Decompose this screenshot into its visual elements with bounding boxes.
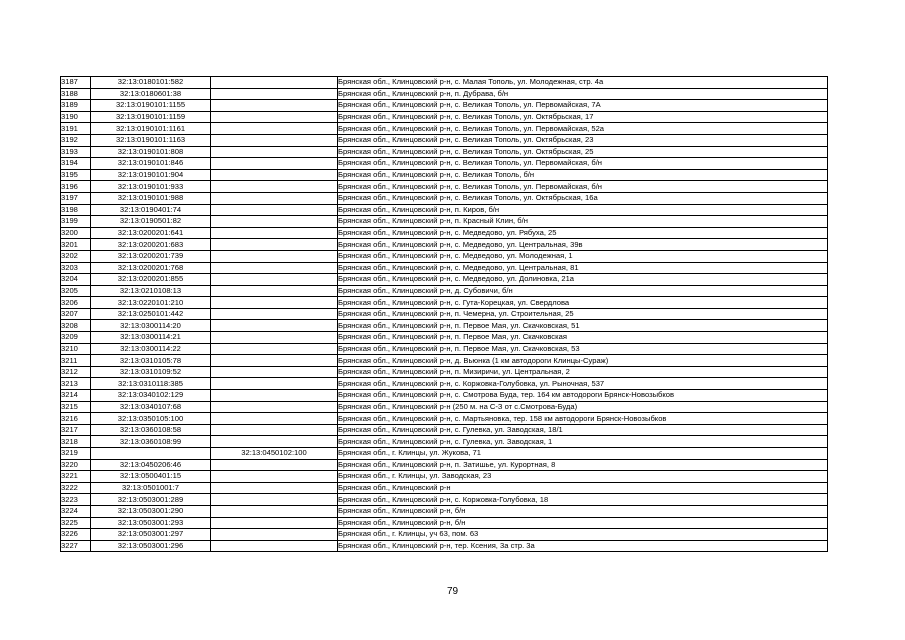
row-number-cell: 3224	[61, 505, 91, 517]
cadastral-number-cell: 32:13:0200201:683	[91, 239, 211, 251]
table-row	[61, 250, 828, 262]
row-number-cell: 3222	[61, 482, 91, 494]
linked-cadastral-number-cell	[211, 494, 338, 506]
linked-cadastral-number-cell	[211, 355, 338, 367]
linked-cadastral-number-cell	[211, 100, 338, 112]
linked-cadastral-number-cell	[211, 308, 338, 320]
table-row	[61, 436, 828, 448]
table-row	[61, 320, 828, 332]
row-number-cell: 3197	[61, 192, 91, 204]
address-cell: Брянская обл., Клинцовский р-н, с. Гута-Корецкая, ул. Свердлова	[338, 297, 828, 309]
table-row	[61, 355, 828, 367]
table-row	[61, 366, 828, 378]
row-number-cell: 3211	[61, 355, 91, 367]
cadastral-number-cell: 32:13:0360108:58	[91, 424, 211, 436]
cadastral-number-cell: 32:13:0350105:100	[91, 413, 211, 425]
address-cell: Брянская обл., Клинцовский р-н, с. Великая Тополь, ул. Октябрьская, 25	[338, 146, 828, 158]
linked-cadastral-number-cell	[211, 471, 338, 483]
address-cell: Брянская обл., Клинцовский р-н, с. Мартьяновка, тер. 158 км автодороги Брянск-Новозыбков	[338, 413, 828, 425]
address-cell: Брянская обл., Клинцовский р-н, с. Гулевка, ул. Заводская, 18/1	[338, 424, 828, 436]
table-row	[61, 239, 828, 251]
row-number-cell: 3209	[61, 332, 91, 344]
row-number-cell: 3208	[61, 320, 91, 332]
linked-cadastral-number-cell	[211, 401, 338, 413]
table-row	[61, 123, 828, 135]
cadastral-number-cell: 32:13:0190101:846	[91, 158, 211, 170]
table-row	[61, 343, 828, 355]
linked-cadastral-number-cell	[211, 517, 338, 529]
row-number-cell: 3202	[61, 250, 91, 262]
linked-cadastral-number-cell	[211, 436, 338, 448]
cadastral-number-cell: 32:13:0210108:13	[91, 285, 211, 297]
linked-cadastral-number-cell	[211, 297, 338, 309]
address-cell: Брянская обл., Клинцовский р-н, п. Красный Клин, б/н	[338, 216, 828, 228]
row-number-cell: 3203	[61, 262, 91, 274]
table-row	[61, 448, 828, 460]
linked-cadastral-number-cell	[211, 181, 338, 193]
linked-cadastral-number-cell	[211, 332, 338, 344]
table-row	[61, 100, 828, 112]
address-cell: Брянская обл., Клинцовский р-н, с. Коржовка-Голубовка, ул. Рыночная, 537	[338, 378, 828, 390]
cadastral-number-cell: 32:13:0200201:641	[91, 227, 211, 239]
linked-cadastral-number-cell	[211, 204, 338, 216]
address-cell: Брянская обл., Клинцовский р-н, п. Первое Мая, ул. Скачковская	[338, 332, 828, 344]
address-cell: Брянская обл., Клинцовский р-н, с. Медведово, ул. Рябуха, 25	[338, 227, 828, 239]
table-row	[61, 332, 828, 344]
linked-cadastral-number-cell	[211, 390, 338, 402]
address-cell: Брянская обл., Клинцовский р-н, п. Затишье, ул. Курортная, 8	[338, 459, 828, 471]
row-number-cell: 3218	[61, 436, 91, 448]
address-cell: Брянская обл., г. Клинцы, уч 63, пом. 63	[338, 529, 828, 541]
address-cell: Брянская обл., Клинцовский р-н, тер. Ксения, 3а стр. 3а	[338, 540, 828, 552]
table-row	[61, 459, 828, 471]
row-number-cell: 3188	[61, 88, 91, 100]
table-row	[61, 378, 828, 390]
table-row	[61, 308, 828, 320]
cadastral-number-cell: 32:13:0190101:1163	[91, 134, 211, 146]
row-number-cell: 3213	[61, 378, 91, 390]
address-cell: Брянская обл., Клинцовский р-н, п. Чемерна, ул. Строительная, 25	[338, 308, 828, 320]
registry-table-body	[61, 77, 828, 552]
address-cell: Брянская обл., Клинцовский р-н, с. Великая Тополь, ул. Первомайская, 52а	[338, 123, 828, 135]
cadastral-number-cell: 32:13:0180601:38	[91, 88, 211, 100]
address-cell: Брянская обл., Клинцовский р-н, д. Вьюнка (1 км автодороги Клинцы-Сураж)	[338, 355, 828, 367]
table-row	[61, 146, 828, 158]
cadastral-number-cell: 32:13:0340102:129	[91, 390, 211, 402]
row-number-cell: 3198	[61, 204, 91, 216]
cadastral-number-cell: 32:13:0220101:210	[91, 297, 211, 309]
row-number-cell: 3207	[61, 308, 91, 320]
table-row	[61, 471, 828, 483]
cadastral-number-cell: 32:13:0190401:74	[91, 204, 211, 216]
linked-cadastral-number-cell	[211, 262, 338, 274]
page-number: 79	[446, 586, 459, 597]
cadastral-number-cell: 32:13:0340107:68	[91, 401, 211, 413]
row-number-cell: 3200	[61, 227, 91, 239]
cadastral-number-cell: 32:13:0300114:21	[91, 332, 211, 344]
linked-cadastral-number-cell	[211, 343, 338, 355]
cadastral-number-cell: 32:13:0200201:739	[91, 250, 211, 262]
address-cell: Брянская обл., Клинцовский р-н, б/н	[338, 517, 828, 529]
table-row	[61, 111, 828, 123]
address-cell: Брянская обл., Клинцовский р-н	[338, 482, 828, 494]
cadastral-number-cell: 32:13:0190101:933	[91, 181, 211, 193]
linked-cadastral-number-cell	[211, 158, 338, 170]
address-cell: Брянская обл., Клинцовский р-н, с. Великая Тополь, б/н	[338, 169, 828, 181]
linked-cadastral-number-cell	[211, 529, 338, 541]
row-number-cell: 3189	[61, 100, 91, 112]
table-row	[61, 494, 828, 506]
address-cell: Брянская обл., Клинцовский р-н (250 м. на С-З от с.Смотрова-Буда)	[338, 401, 828, 413]
table-row	[61, 517, 828, 529]
cadastral-number-cell: 32:13:0180101:582	[91, 77, 211, 89]
cadastral-number-cell: 32:13:0450206:46	[91, 459, 211, 471]
row-number-cell: 3204	[61, 274, 91, 286]
row-number-cell: 3196	[61, 181, 91, 193]
row-number-cell: 3226	[61, 529, 91, 541]
cadastral-number-cell: 32:13:0310105:78	[91, 355, 211, 367]
cadastral-number-cell: 32:13:0500401:15	[91, 471, 211, 483]
address-cell: Брянская обл., Клинцовский р-н, с. Смотрова Буда, тер. 164 км автодороги Брянск-Новозыбков	[338, 390, 828, 402]
linked-cadastral-number-cell	[211, 505, 338, 517]
table-row	[61, 505, 828, 517]
address-cell: Брянская обл., Клинцовский р-н, с. Великая Тополь, ул. Октябрьская, 16а	[338, 192, 828, 204]
row-number-cell: 3216	[61, 413, 91, 425]
cadastral-number-cell: 32:13:0501001:7	[91, 482, 211, 494]
table-row	[61, 204, 828, 216]
cadastral-number-cell: 32:13:0360108:99	[91, 436, 211, 448]
table-row	[61, 134, 828, 146]
row-number-cell: 3214	[61, 390, 91, 402]
table-row	[61, 88, 828, 100]
linked-cadastral-number-cell	[211, 459, 338, 471]
linked-cadastral-number-cell	[211, 378, 338, 390]
row-number-cell: 3199	[61, 216, 91, 228]
linked-cadastral-number-cell	[211, 123, 338, 135]
row-number-cell: 3217	[61, 424, 91, 436]
address-cell: Брянская обл., Клинцовский р-н, с. Медведово, ул. Центральная, 39в	[338, 239, 828, 251]
cadastral-number-cell: 32:13:0190101:1155	[91, 100, 211, 112]
cadastral-number-cell: 32:13:0503001:290	[91, 505, 211, 517]
table-row	[61, 262, 828, 274]
linked-cadastral-number-cell	[211, 77, 338, 89]
row-number-cell: 3201	[61, 239, 91, 251]
linked-cadastral-number-cell	[211, 88, 338, 100]
linked-cadastral-number-cell	[211, 274, 338, 286]
address-cell: Брянская обл., Клинцовский р-н, с. Великая Тополь, ул. Октябрьская, 17	[338, 111, 828, 123]
linked-cadastral-number-cell	[211, 250, 338, 262]
cadastral-number-cell: 32:13:0190101:1161	[91, 123, 211, 135]
table-row	[61, 424, 828, 436]
cadastral-number-cell: 32:13:0503001:289	[91, 494, 211, 506]
table-row	[61, 169, 828, 181]
linked-cadastral-number-cell	[211, 413, 338, 425]
linked-cadastral-number-cell	[211, 540, 338, 552]
row-number-cell: 3187	[61, 77, 91, 89]
address-cell: Брянская обл., Клинцовский р-н, п. Дубрава, б/н	[338, 88, 828, 100]
linked-cadastral-number-cell	[211, 320, 338, 332]
table-row	[61, 77, 828, 89]
row-number-cell: 3220	[61, 459, 91, 471]
table-row	[61, 192, 828, 204]
address-cell: Брянская обл., Клинцовский р-н, с. Гулевка, ул. Заводская, 1	[338, 436, 828, 448]
address-cell: Брянская обл., Клинцовский р-н, с. Великая Тополь, ул. Первомайская, б/н	[338, 158, 828, 170]
table-row	[61, 227, 828, 239]
row-number-cell: 3221	[61, 471, 91, 483]
address-cell: Брянская обл., Клинцовский р-н, п. Первое Мая, ул. Скачковская, 53	[338, 343, 828, 355]
row-number-cell: 3215	[61, 401, 91, 413]
table-row	[61, 297, 828, 309]
linked-cadastral-number-cell	[211, 424, 338, 436]
cadastral-number-cell: 32:13:0503001:297	[91, 529, 211, 541]
cadastral-number-cell: 32:13:0190101:808	[91, 146, 211, 158]
address-cell: Брянская обл., Клинцовский р-н, с. Великая Тополь, ул. Первомайская, б/н	[338, 181, 828, 193]
cadastral-number-cell: 32:13:0190101:904	[91, 169, 211, 181]
table-row	[61, 540, 828, 552]
row-number-cell: 3205	[61, 285, 91, 297]
address-cell: Брянская обл., Клинцовский р-н, с. Коржовка-Голубовка, 18	[338, 494, 828, 506]
row-number-cell: 3194	[61, 158, 91, 170]
registry-table	[60, 76, 828, 552]
linked-cadastral-number-cell	[211, 134, 338, 146]
cadastral-number-cell: 32:13:0250101:442	[91, 308, 211, 320]
cadastral-number-cell: 32:13:0200201:855	[91, 274, 211, 286]
cadastral-number-cell: 32:13:0190101:1159	[91, 111, 211, 123]
linked-cadastral-number-cell	[211, 366, 338, 378]
address-cell: Брянская обл., Клинцовский р-н, с. Медведово, ул. Долиновка, 21а	[338, 274, 828, 286]
linked-cadastral-number-cell: 32:13:0450102:100	[211, 448, 338, 460]
address-cell: Брянская обл., Клинцовский р-н, б/н	[338, 505, 828, 517]
row-number-cell: 3190	[61, 111, 91, 123]
row-number-cell: 3195	[61, 169, 91, 181]
table-row	[61, 158, 828, 170]
address-cell: Брянская обл., Клинцовский р-н, с. Великая Тополь, ул. Первомайская, 7А	[338, 100, 828, 112]
table-row	[61, 181, 828, 193]
linked-cadastral-number-cell	[211, 192, 338, 204]
table-row	[61, 401, 828, 413]
table-row	[61, 274, 828, 286]
row-number-cell: 3223	[61, 494, 91, 506]
cadastral-number-cell: 32:13:0503001:296	[91, 540, 211, 552]
cadastral-number-cell: 32:13:0300114:20	[91, 320, 211, 332]
table-row	[61, 413, 828, 425]
address-cell: Брянская обл., Клинцовский р-н, п. Киров, б/н	[338, 204, 828, 216]
cadastral-number-cell: 32:13:0300114:22	[91, 343, 211, 355]
cadastral-number-cell: 32:13:0503001:293	[91, 517, 211, 529]
table-row	[61, 216, 828, 228]
address-cell: Брянская обл., Клинцовский р-н, с. Малая Тополь, ул. Молодежная, стр. 4а	[338, 77, 828, 89]
linked-cadastral-number-cell	[211, 146, 338, 158]
address-cell: Брянская обл., Клинцовский р-н, д. Субовичи, б/н	[338, 285, 828, 297]
linked-cadastral-number-cell	[211, 216, 338, 228]
linked-cadastral-number-cell	[211, 239, 338, 251]
row-number-cell: 3225	[61, 517, 91, 529]
linked-cadastral-number-cell	[211, 169, 338, 181]
row-number-cell: 3191	[61, 123, 91, 135]
row-number-cell: 3206	[61, 297, 91, 309]
row-number-cell: 3210	[61, 343, 91, 355]
address-cell: Брянская обл., Клинцовский р-н, п. Первое Мая, ул. Скачковская, 51	[338, 320, 828, 332]
table-row	[61, 285, 828, 297]
row-number-cell: 3212	[61, 366, 91, 378]
table-row	[61, 482, 828, 494]
linked-cadastral-number-cell	[211, 482, 338, 494]
address-cell: Брянская обл., г. Клинцы, ул. Заводская, 23	[338, 471, 828, 483]
address-cell: Брянская обл., Клинцовский р-н, с. Медведово, ул. Молодежная, 1	[338, 250, 828, 262]
cadastral-number-cell: 32:13:0310109:52	[91, 366, 211, 378]
cadastral-number-cell: 32:13:0190501:82	[91, 216, 211, 228]
address-cell: Брянская обл., Клинцовский р-н, п. Мизиричи, ул. Центральная, 2	[338, 366, 828, 378]
row-number-cell: 3227	[61, 540, 91, 552]
table-row	[61, 529, 828, 541]
address-cell: Брянская обл., Клинцовский р-н, с. Великая Тополь, ул. Октябрьская, 23	[338, 134, 828, 146]
linked-cadastral-number-cell	[211, 285, 338, 297]
row-number-cell: 3192	[61, 134, 91, 146]
cadastral-number-cell: 32:13:0190101:988	[91, 192, 211, 204]
cadastral-number-cell	[91, 448, 211, 460]
address-cell: Брянская обл., г. Клинцы, ул. Жукова, 71	[338, 448, 828, 460]
row-number-cell: 3219	[61, 448, 91, 460]
row-number-cell: 3193	[61, 146, 91, 158]
linked-cadastral-number-cell	[211, 111, 338, 123]
address-cell: Брянская обл., Клинцовский р-н, с. Медведово, ул. Центральная, 81	[338, 262, 828, 274]
cadastral-number-cell: 32:13:0310118:385	[91, 378, 211, 390]
table-row	[61, 390, 828, 402]
linked-cadastral-number-cell	[211, 227, 338, 239]
cadastral-number-cell: 32:13:0200201:768	[91, 262, 211, 274]
